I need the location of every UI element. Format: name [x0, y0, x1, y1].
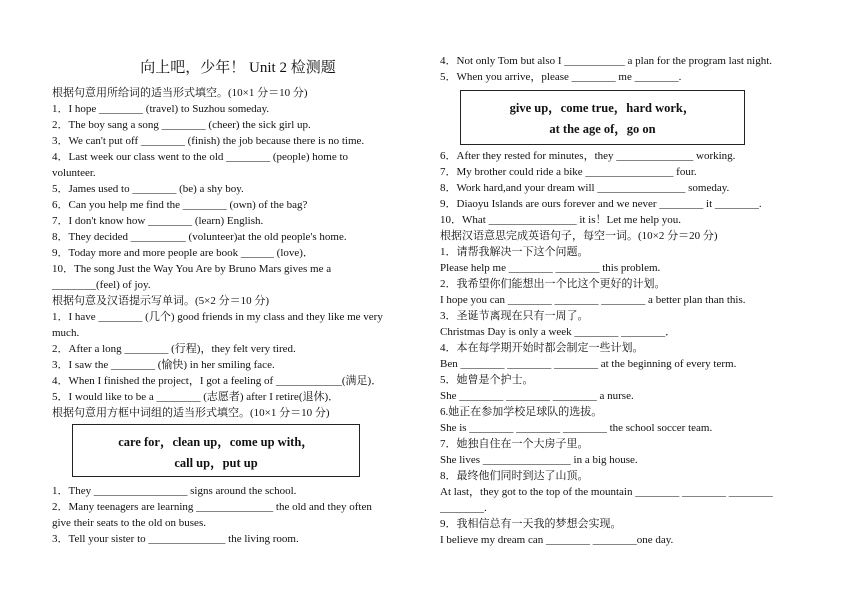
- text-line: 9．Diaoyu Islands are ours forever and we never ________ it ________.: [440, 198, 762, 210]
- text-line: I believe my dream can ________ ________one day.: [440, 534, 674, 546]
- text-line: 5．她曾是个护士。: [440, 374, 534, 386]
- text-line: Ben ________ ________ ________ at the beginning of every term.: [440, 358, 737, 370]
- text-line: 3．圣诞节离现在只有一周了。: [440, 310, 589, 322]
- text-line: 5．When you arrive，please ________ me ________.: [440, 71, 682, 83]
- text-line: 5．James used to ________ (be) a shy boy.: [52, 183, 244, 195]
- text-line: 8．They decided __________ (volunteer)at the old people's home.: [52, 231, 347, 243]
- text-line: 1．请帮我解决一下这个问题。: [440, 246, 589, 258]
- text-line: 根据句意及汉语提示写单词。(5×2 分＝10 分): [52, 295, 270, 307]
- text-line: give their seats to the old on buses.: [52, 517, 206, 529]
- text-line: 10．The song Just the Way You Are by Bruno Mars gives me a: [52, 263, 332, 275]
- text-line: 6.她正在参加学校足球队的选拔。: [440, 406, 603, 418]
- text-line: ________.: [440, 502, 487, 514]
- text-line: 7．I don't know how ________ (learn) English.: [52, 215, 264, 227]
- text-line: 4．Not only Tom but also I ___________ a plan for the program last night.: [440, 55, 773, 67]
- text-line: 2．我希望你们能想出一个比这个更好的计划。: [440, 278, 666, 290]
- text-line: 6．After they rested for minutes，they ______________ working.: [440, 150, 736, 162]
- text-line: 8．最终他们同时到达了山顶。: [440, 470, 589, 482]
- text-line: 根据句意用方框中词组的适当形式填空。(10×1 分＝10 分): [52, 407, 330, 419]
- text-line: 3．I saw the ________ (愉快) in her smiling face.: [52, 359, 275, 371]
- text-line: 10．What ________________ it is！Let me help you.: [440, 214, 682, 226]
- text-line: 2．Many teenagers are learning ______________ the old and they often: [52, 501, 372, 513]
- page-title: 向上吧，少年！ Unit 2 检测题: [140, 60, 336, 76]
- text-line: 1．I hope ________ (travel) to Suzhou someday.: [52, 103, 270, 115]
- text-line: 5．I would like to be a ________ (志愿者) after I retire(退休)．: [52, 391, 340, 403]
- text-line: 4．Last week our class went to the old ________ (people) home to: [52, 151, 349, 163]
- text-line: 9．我相信总有一天我的梦想会实现。: [440, 518, 622, 530]
- text-line: 4．When I finished the project，I got a feeling of ____________(满足)．: [52, 375, 383, 387]
- text-line: 根据句意用所给词的适当形式填空。(10×1 分＝10 分): [52, 87, 308, 99]
- text-line: Please help me ________ ________ this problem.: [440, 262, 661, 274]
- text-line: volunteer.: [52, 167, 96, 179]
- text-line: I hope you can ________ ________ ________ a better plan than this.: [440, 294, 746, 306]
- text-line: 1．They _________________ signs around the school.: [52, 485, 297, 497]
- text-line: She is ________ ________ ________ the school soccer team.: [440, 422, 713, 434]
- text-line: ________(feel) of joy.: [52, 279, 151, 291]
- text-line: much.: [52, 327, 80, 339]
- text-line: At last，they got to the top of the mountain ________ ________ ________: [440, 486, 773, 498]
- text-line: 根据汉语意思完成英语句子，每空一词。(10×2 分＝20 分): [440, 230, 718, 242]
- text-line: 7．My brother could ride a bike ________________ four.: [440, 166, 697, 178]
- phrase-box-2: [460, 90, 745, 145]
- phrase-box-line: care for，clean up，come up with，: [118, 435, 314, 449]
- phrase-box-line: at the age of，go on: [549, 122, 656, 136]
- text-line: 1．I have ________ (几个) good friends in my class and they like me very: [52, 311, 383, 323]
- text-line: Christmas Day is only a week ________ ________．: [440, 326, 677, 338]
- text-line: 8．Work hard,and your dream will ________________ someday.: [440, 182, 730, 194]
- text-line: 9．Today more and more people are book ______ (love)．: [52, 247, 314, 259]
- text-line: 3．We can't put off ________ (finish) the job because there is no time.: [52, 135, 365, 147]
- text-line: 2．The boy sang a song ________ (cheer) the sick girl up.: [52, 119, 311, 131]
- text-line: 2．After a long ________ (行程)，they felt very tired.: [52, 343, 296, 355]
- text-line: 3．Tell your sister to ______________ the living room.: [52, 533, 299, 545]
- text-line: 4．本在每学期开始时都会制定一些计划。: [440, 342, 644, 354]
- phrase-box-1: [72, 424, 360, 477]
- text-line: 7．她独自住在一个大房子里。: [440, 438, 589, 450]
- phrase-box-line: call up，put up: [174, 456, 258, 470]
- phrase-box-line: give up，come true，hard work，: [509, 101, 696, 115]
- text-line: 6．Can you help me find the ________ (own) of the bag?: [52, 199, 308, 211]
- text-line: She lives ________________ in a big house.: [440, 454, 638, 466]
- text-line: She ________ ________ ________ a nurse.: [440, 390, 634, 402]
